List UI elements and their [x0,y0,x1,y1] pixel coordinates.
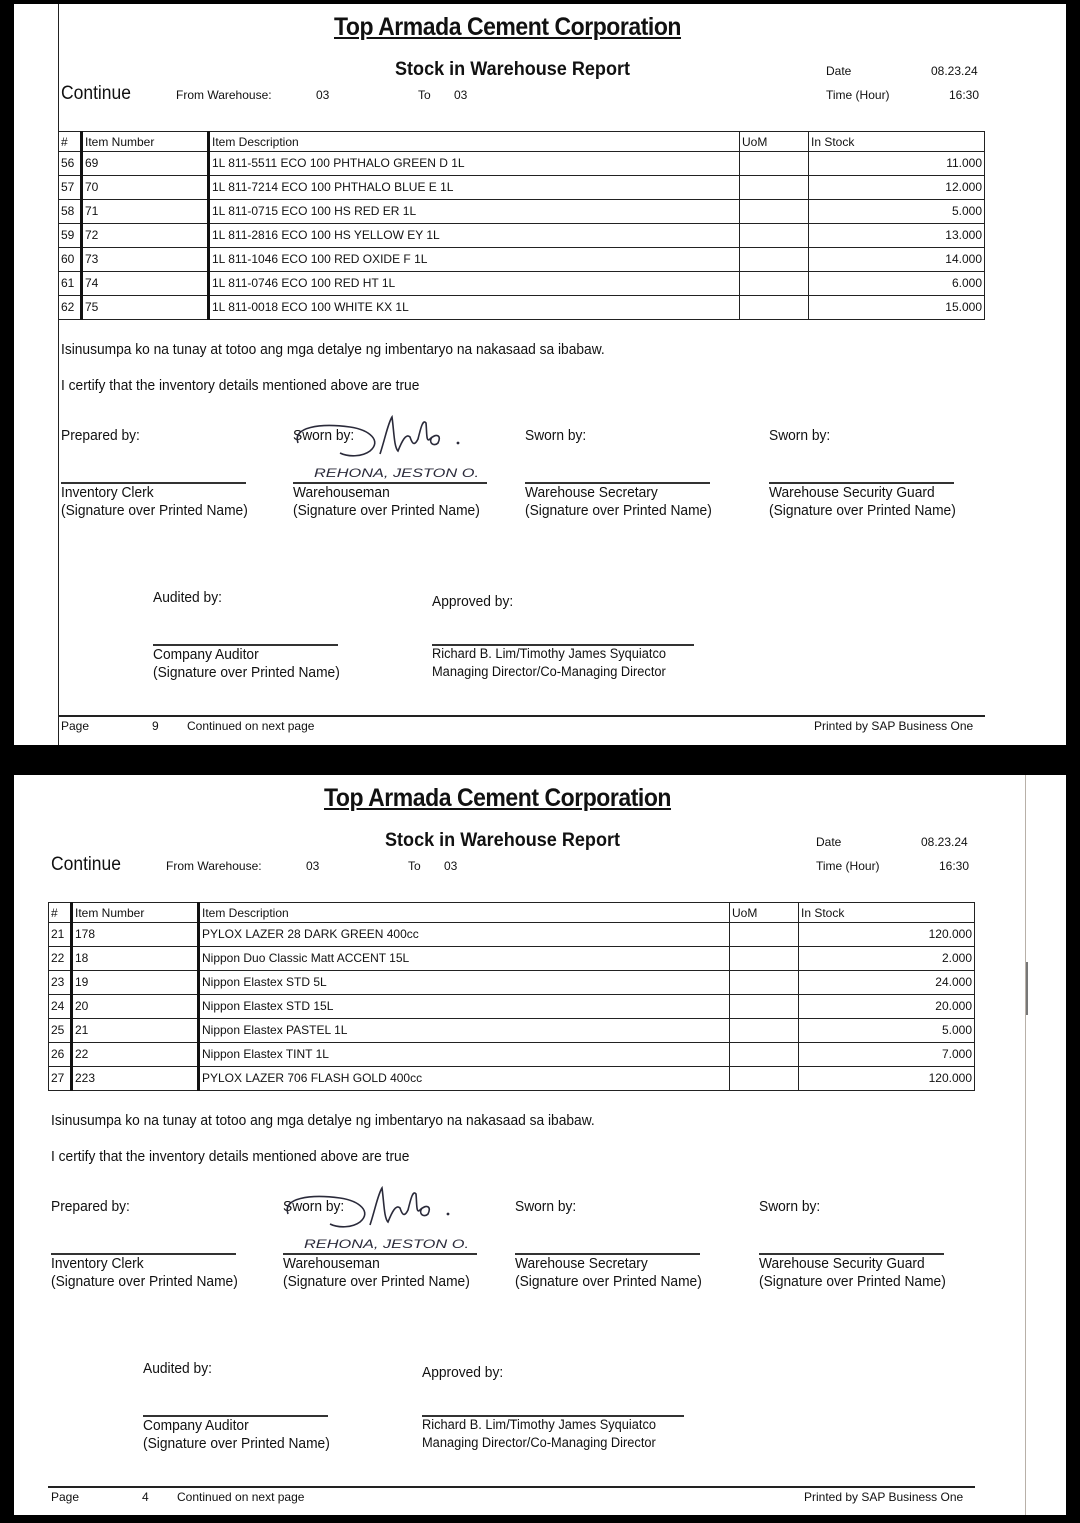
signatory-note: (Signature over Printed Name) [293,503,480,519]
table-row [49,971,975,995]
approver-name: Richard B. Lim/Timothy James Syquiatco [432,646,667,661]
date-label: Date [826,64,852,78]
handwritten-signature [280,1180,480,1255]
time-value: 16:30 [939,859,970,873]
signatory-role: Warehouseman [283,1256,380,1272]
row-index: 60 [59,248,82,272]
row-index: 61 [59,272,82,296]
footer-rule [58,715,985,717]
time-label: Time (Hour) [826,88,890,102]
sworn-by-label: Sworn by: [769,428,831,444]
col-header-index: # [49,903,72,923]
stock-table [58,131,985,320]
date-label: Date [816,835,842,849]
table-row [49,1043,975,1067]
in-stock: 5.000 [809,200,985,224]
auditor-note: (Signature over Printed Name) [143,1436,330,1452]
signatory-note: (Signature over Printed Name) [51,1274,238,1290]
report-page-1 [14,4,1066,745]
signatory-role: Warehouseman [293,485,390,501]
handwritten-name: REHONA, JESTON O. [314,466,479,480]
prepared-by-label: Prepared by: [61,428,140,444]
table-row [59,272,985,296]
from-warehouse-value: 03 [316,88,330,102]
row-index: 62 [59,296,82,320]
stock-table [48,902,975,1091]
item-number: 223 [72,1067,199,1091]
auditor-note: (Signature over Printed Name) [153,665,340,681]
prepared-by-label: Prepared by: [51,1199,130,1215]
signatory-note: (Signature over Printed Name) [525,503,712,519]
date-value: 08.23.24 [931,64,978,78]
signatory-role: Warehouse Secretary [515,1256,648,1272]
approver-name: Richard B. Lim/Timothy James Syquiatco [422,1417,657,1432]
signatory-note: (Signature over Printed Name) [515,1274,702,1290]
page-number: 4 [142,1490,149,1504]
date-value: 08.23.24 [921,835,968,849]
sworn-by-label: Sworn by: [515,1199,577,1215]
item-number: 70 [82,176,209,200]
col-header-item-description: Item Description [199,903,730,923]
row-index: 27 [49,1067,72,1091]
uom [730,1019,799,1043]
item-number: 74 [82,272,209,296]
time-label: Time (Hour) [816,859,880,873]
item-description: 1L 811-1046 ECO 100 RED OXIDE F 1L [209,248,740,272]
item-number: 178 [72,923,199,947]
to-label: To [418,88,431,102]
page-label: Page [61,719,90,733]
auditor-role: Company Auditor [153,647,259,663]
report-title: Stock in Warehouse Report [385,830,621,851]
uom [740,200,809,224]
handwritten-name: REHONA, JESTON O. [304,1237,469,1251]
company-name: Top Armada Cement Corporation [334,13,682,41]
in-stock: 6.000 [809,272,985,296]
in-stock: 7.000 [799,1043,975,1067]
to-warehouse-value: 03 [454,88,468,102]
item-description: PYLOX LAZER 706 FLASH GOLD 400cc [199,1067,730,1091]
table-row [49,1067,975,1091]
signatory-role: Warehouse Security Guard [769,485,935,501]
table-row [59,224,985,248]
from-warehouse-value: 03 [306,859,320,873]
uom [730,923,799,947]
uom [730,1067,799,1091]
item-number: 20 [72,995,199,1019]
company-name: Top Armada Cement Corporation [324,784,672,812]
row-index: 59 [59,224,82,248]
page-number: 9 [152,719,159,733]
in-stock: 120.000 [799,923,975,947]
item-number: 19 [72,971,199,995]
uom [740,272,809,296]
in-stock: 11.000 [809,152,985,176]
table-header-row [59,132,985,152]
item-number: 75 [82,296,209,320]
row-index: 58 [59,200,82,224]
table-row [59,152,985,176]
row-index: 25 [49,1019,72,1043]
col-header-in-stock: In Stock [799,903,975,923]
continued-note: Continued on next page [177,1490,305,1504]
uom [740,224,809,248]
uom [730,1043,799,1067]
item-description: Nippon Elastex STD 5L [199,971,730,995]
in-stock: 2.000 [799,947,975,971]
scrollbar-thumb[interactable] [1026,962,1028,1015]
signatory-role: Warehouse Security Guard [759,1256,925,1272]
in-stock: 24.000 [799,971,975,995]
sworn-by-label: Sworn by: [283,1199,345,1215]
row-index: 26 [49,1043,72,1067]
item-description: Nippon Elastex STD 15L [199,995,730,1019]
audited-by-label: Audited by: [143,1361,212,1377]
in-stock: 20.000 [799,995,975,1019]
approver-title: Managing Director/Co-Managing Director [432,664,666,679]
approved-by-label: Approved by: [432,594,514,610]
in-stock: 15.000 [809,296,985,320]
item-description: 1L 811-5511 ECO 100 PHTHALO GREEN D 1L [209,152,740,176]
auditor-role: Company Auditor [143,1418,249,1434]
continued-note: Continued on next page [187,719,315,733]
uom [730,971,799,995]
uom [730,947,799,971]
signatory-role: Inventory Clerk [51,1256,144,1272]
approver-title: Managing Director/Co-Managing Director [422,1435,656,1450]
item-description: 1L 811-0715 ECO 100 HS RED ER 1L [209,200,740,224]
item-description: 1L 811-7214 ECO 100 PHTHALO BLUE E 1L [209,176,740,200]
item-description: Nippon Elastex TINT 1L [199,1043,730,1067]
continue-label: Continue [61,83,131,104]
table-row [49,923,975,947]
statement-english: I certify that the inventory details mentioned above are true [51,1149,410,1165]
sworn-by-label: Sworn by: [293,428,355,444]
printed-by: Printed by SAP Business One [804,1490,964,1504]
printed-by: Printed by SAP Business One [814,719,974,733]
col-header-item-description: Item Description [209,132,740,152]
item-number: 69 [82,152,209,176]
from-warehouse-label: From Warehouse: [176,88,272,102]
item-number: 21 [72,1019,199,1043]
statement-tagalog: Isinusumpa ko na tunay at totoo ang mga detalye ng imbentaryo na nakasaad sa ibabaw. [61,342,605,358]
item-number: 72 [82,224,209,248]
handwritten-signature [290,409,490,484]
row-index: 23 [49,971,72,995]
col-header-index: # [59,132,82,152]
statement-tagalog: Isinusumpa ko na tunay at totoo ang mga detalye ng imbentaryo na nakasaad sa ibabaw. [51,1113,595,1129]
to-warehouse-value: 03 [444,859,458,873]
col-header-uom: UoM [730,903,799,923]
uom [740,248,809,272]
table-row [59,200,985,224]
uom [740,152,809,176]
item-description: Nippon Elastex PASTEL 1L [199,1019,730,1043]
row-index: 56 [59,152,82,176]
uom [740,176,809,200]
footer-rule [48,1486,975,1488]
in-stock: 5.000 [799,1019,975,1043]
row-index: 22 [49,947,72,971]
to-label: To [408,859,421,873]
in-stock: 13.000 [809,224,985,248]
sworn-by-label: Sworn by: [525,428,587,444]
signatory-role: Inventory Clerk [61,485,154,501]
in-stock: 12.000 [809,176,985,200]
item-description: 1L 811-0018 ECO 100 WHITE KX 1L [209,296,740,320]
report-title: Stock in Warehouse Report [395,59,631,80]
scrollbar-track[interactable] [1025,775,1026,1515]
signatory-role: Warehouse Secretary [525,485,658,501]
table-row [49,1019,975,1043]
item-description: 1L 811-2816 ECO 100 HS YELLOW EY 1L [209,224,740,248]
table-header-row [49,903,975,923]
table-row [49,947,975,971]
table-row [49,995,975,1019]
approved-by-label: Approved by: [422,1365,504,1381]
left-margin-rule [58,4,59,745]
item-number: 73 [82,248,209,272]
item-number: 18 [72,947,199,971]
signatory-note: (Signature over Printed Name) [283,1274,470,1290]
col-header-in-stock: In Stock [809,132,985,152]
item-number: 71 [82,200,209,224]
uom [730,995,799,1019]
signatory-note: (Signature over Printed Name) [759,1274,946,1290]
table-row [59,296,985,320]
report-page-2 [14,775,1066,1515]
table-row [59,176,985,200]
audited-by-label: Audited by: [153,590,222,606]
in-stock: 14.000 [809,248,985,272]
page-label: Page [51,1490,80,1504]
col-header-uom: UoM [740,132,809,152]
item-description: 1L 811-0746 ECO 100 RED HT 1L [209,272,740,296]
statement-english: I certify that the inventory details mentioned above are true [61,378,420,394]
row-index: 57 [59,176,82,200]
col-header-item-number: Item Number [82,132,209,152]
uom [740,296,809,320]
signatory-note: (Signature over Printed Name) [769,503,956,519]
continue-label: Continue [51,854,121,875]
time-value: 16:30 [949,88,980,102]
from-warehouse-label: From Warehouse: [166,859,262,873]
sworn-by-label: Sworn by: [759,1199,821,1215]
item-description: PYLOX LAZER 28 DARK GREEN 400cc [199,923,730,947]
in-stock: 120.000 [799,1067,975,1091]
table-row [59,248,985,272]
row-index: 24 [49,995,72,1019]
col-header-item-number: Item Number [72,903,199,923]
signatory-note: (Signature over Printed Name) [61,503,248,519]
item-description: Nippon Duo Classic Matt ACCENT 15L [199,947,730,971]
item-number: 22 [72,1043,199,1067]
row-index: 21 [49,923,72,947]
